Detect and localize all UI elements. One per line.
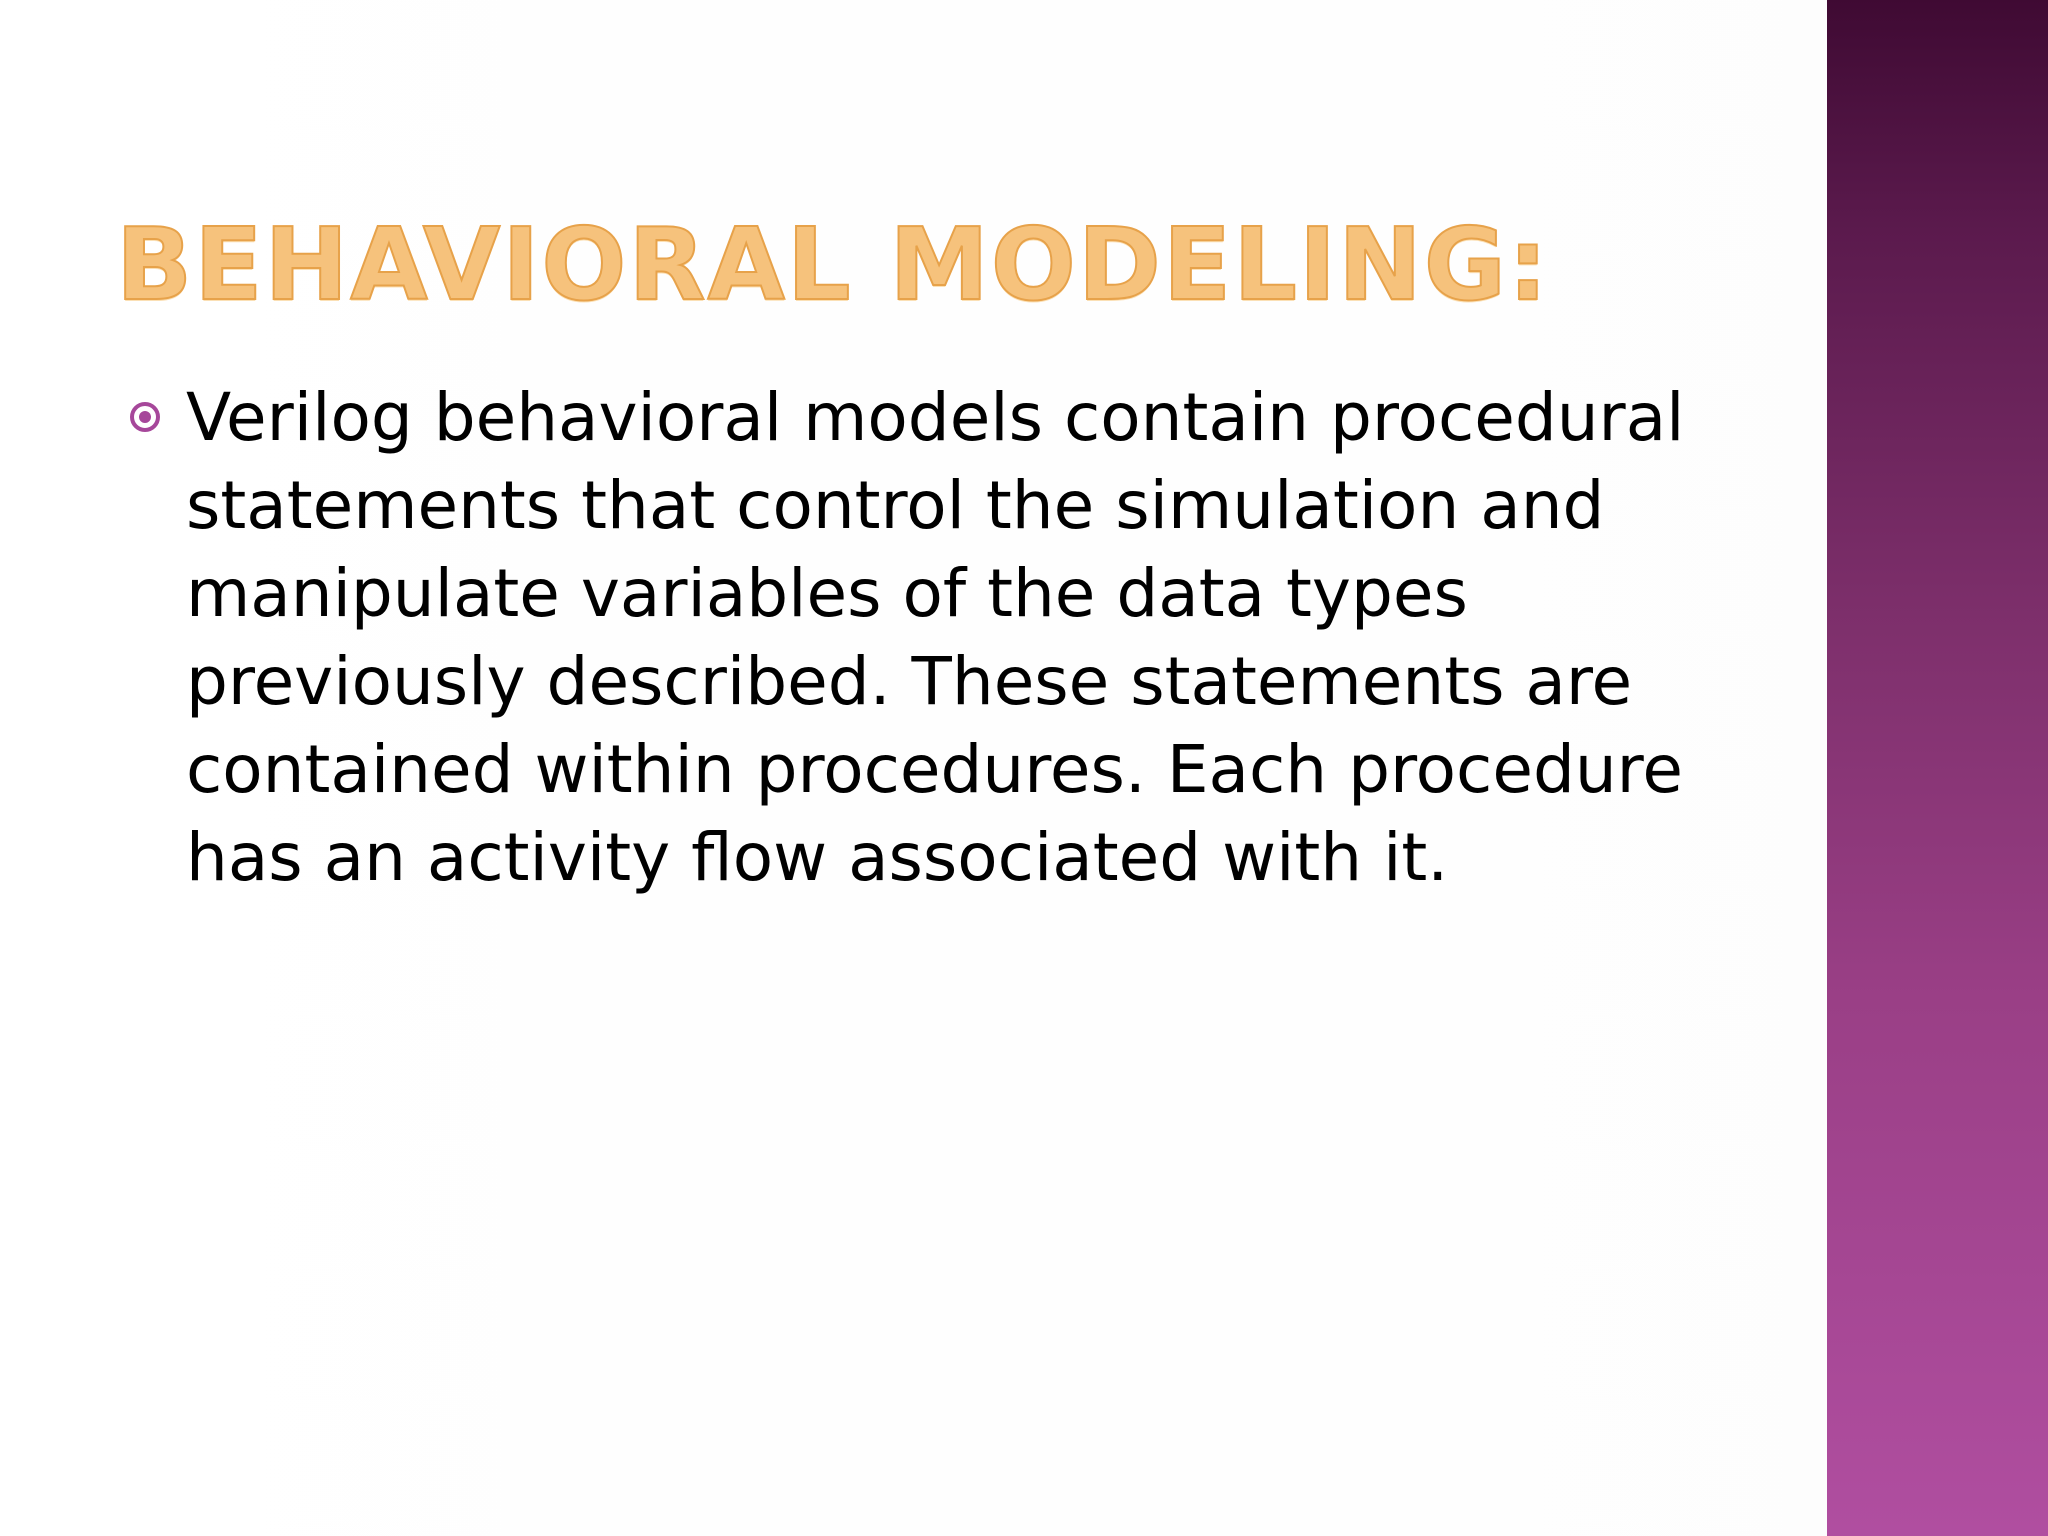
bullet-line: manipulate variables of the data types	[186, 555, 1468, 632]
bullet-line: Verilog behavioral models contain procedural	[186, 379, 1685, 456]
bullet-line: previously described. These statements are	[186, 643, 1633, 720]
circle-dot-icon	[130, 402, 160, 432]
bullet-line: has an activity flow associated with it.	[186, 819, 1449, 896]
decorative-side-bar	[1827, 0, 2048, 1536]
bullet-list	[130, 374, 1730, 902]
bullet-line: contained within procedures. Each procedure	[186, 731, 1683, 808]
bullet-text	[186, 379, 1684, 896]
slide-title: BEHAVIORAL MODELING:	[116, 206, 1550, 323]
bullet-item	[130, 374, 1730, 902]
bullet-line: statements that control the simulation and	[186, 467, 1605, 544]
